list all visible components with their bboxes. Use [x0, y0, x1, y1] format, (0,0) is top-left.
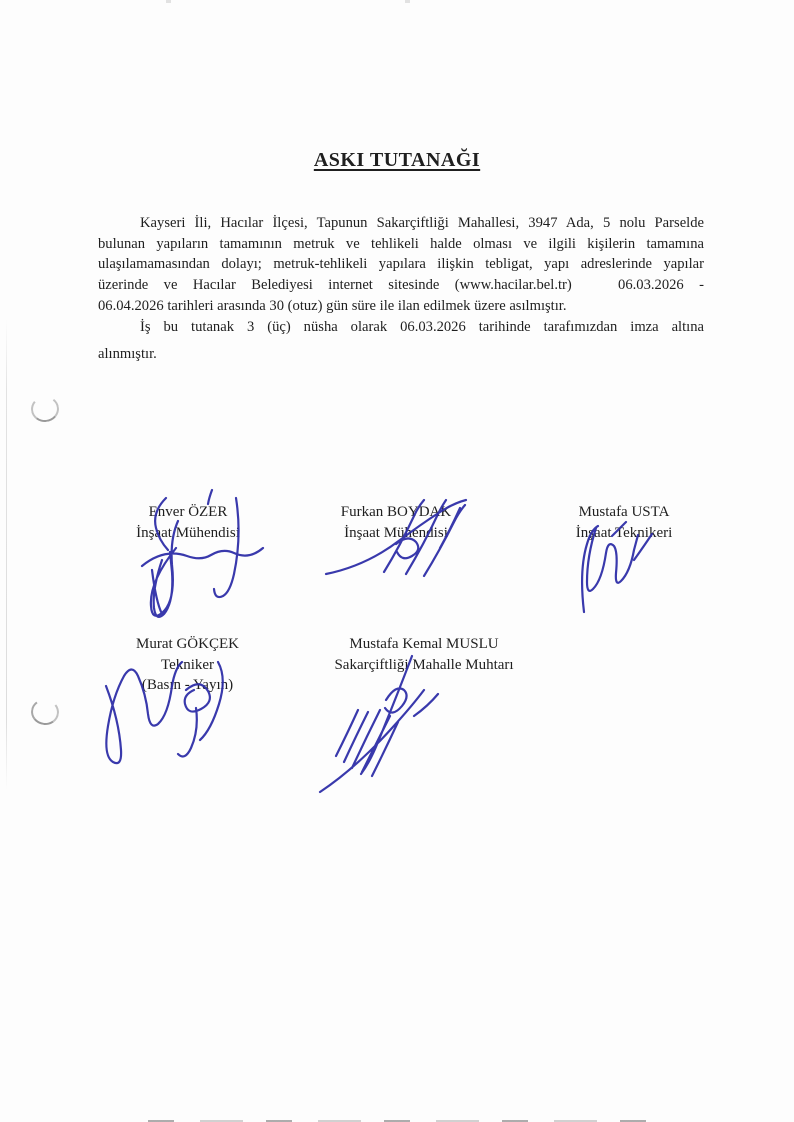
punch-hole-bottom: [29, 697, 60, 727]
signatory-name: Enver ÖZER: [148, 504, 228, 520]
signatory-subtitle: (Basın - Yayın): [141, 677, 234, 693]
body-line: İş bu tutanak 3 (üç) nüsha olarak 06.03.2026 tarihinde tarafımızdan imza altına: [140, 318, 704, 335]
scan-artifact-speck: [166, 0, 171, 3]
signature-block-furkan-boydak: [333, 502, 459, 543]
signatory-name: Furkan BOYDAK: [340, 504, 452, 520]
signatory-name: Mustafa Kemal MUSLU: [349, 636, 499, 652]
body-line: alınmıştır.: [98, 346, 157, 363]
scan-artifact-left-edge: [6, 320, 7, 790]
body-line: ulaşılamamasından dolayı; metruk-tehlikeli yapılara ilişkin tebligat, yapı adreslerinde yapılar: [98, 256, 704, 273]
signatory-title: Sakarçiftliği Mahalle Muhtarı: [334, 656, 514, 673]
body-line: Kayseri İli, Hacılar İlçesi, Tapunun Sakarçiftliği Mahallesi, 3947 Ada, 5 nolu Parselde: [140, 215, 704, 231]
signature-block-murat-gokcek: [125, 634, 250, 696]
signature-block-mustafa-kemal-muslu: [328, 634, 520, 675]
signatory-name: Murat GÖKÇEK: [136, 636, 239, 652]
signature-block-mustafa-usta: [558, 502, 690, 543]
signatory-title: İnşaat Mühendisi: [136, 524, 240, 541]
body-line: 06.04.2026 tarihleri arasında 30 (otuz) gün süre ile ilan edilmek üzere asılmıştır.: [98, 297, 567, 314]
signatory-title: İnşaat Teknikeri: [575, 524, 673, 541]
body-line: üzerinde ve Hacılar Belediyesi internet sitesinde (www.hacilar.bel.tr) 06.03.2026 -: [98, 277, 704, 294]
scan-artifact-speck: [405, 0, 410, 3]
document-title: [0, 149, 794, 172]
document-title-text: ASKI TUTANAĞI: [313, 149, 481, 171]
document-body: [98, 213, 704, 365]
signatory-name: Mustafa USTA: [578, 504, 670, 520]
signatory-title: İnşaat Mühendisi: [344, 524, 448, 541]
body-line: bulunan yapıların tamamının metruk ve tehlikeli halde olması ve ilgili kişilerin tamamına: [98, 235, 704, 252]
signature-mustafa-kemal-muslu: [320, 656, 438, 792]
signatory-title: Tekniker: [160, 656, 215, 673]
punch-hole-top: [30, 395, 61, 424]
signature-block-enver-ozer: [128, 502, 248, 543]
